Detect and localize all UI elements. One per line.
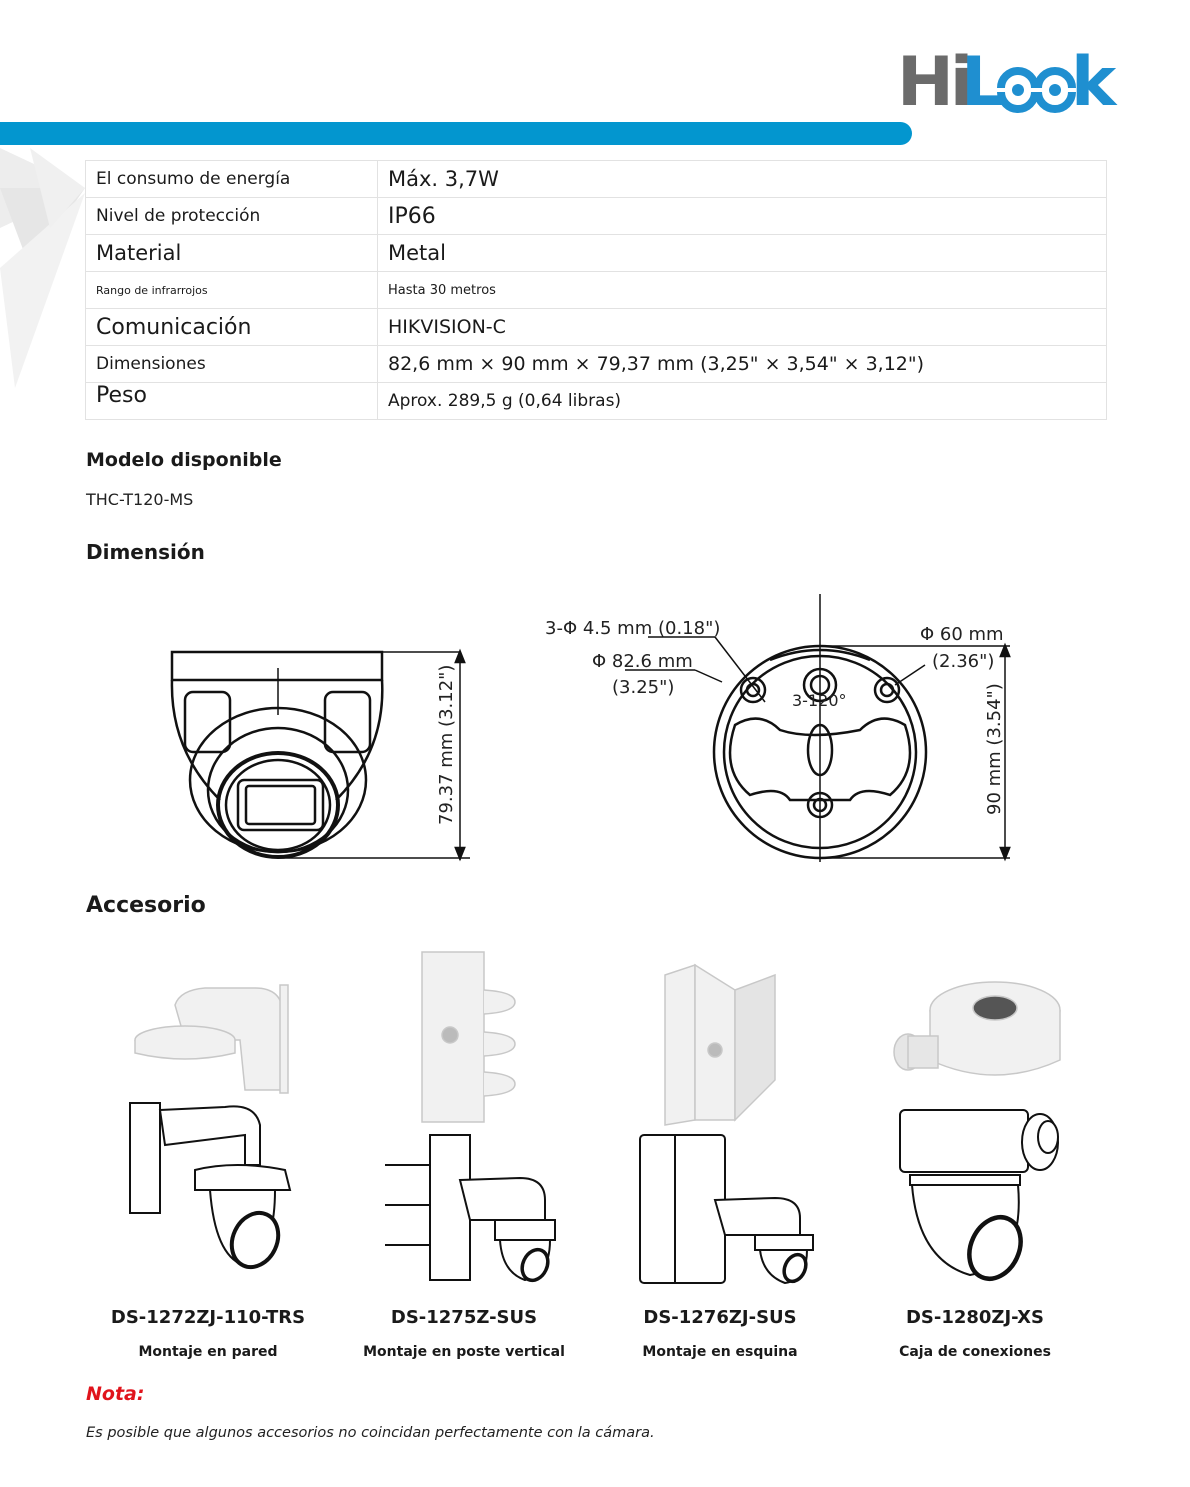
model-heading: Modelo disponible xyxy=(86,449,282,471)
accessory-image-wall-mount xyxy=(125,985,300,1275)
bottom-height-label: 90 mm (3.54") xyxy=(984,683,1005,815)
spec-label: El consumo de energía xyxy=(86,161,378,198)
accessory-description: Montaje en poste vertical xyxy=(363,1344,565,1360)
watermark-graphic xyxy=(0,148,90,388)
accessory-code: DS-1276ZJ-SUS xyxy=(643,1307,797,1328)
camera-side-view-drawing xyxy=(160,640,480,870)
spec-value: Máx. 3,7W xyxy=(378,161,1107,198)
accessories-heading: Accesorio xyxy=(86,893,206,918)
inner-diameter-inch-label: (2.36") xyxy=(932,651,995,672)
spec-row xyxy=(86,272,1107,309)
side-height-label: 79.37 mm (3.12") xyxy=(436,664,457,825)
spec-row xyxy=(86,161,1107,198)
accessory-description: Caja de conexiones xyxy=(899,1344,1051,1360)
accessory-card xyxy=(595,1307,845,1360)
spec-value: Aprox. 289,5 g (0,64 libras) xyxy=(378,383,1107,420)
spec-row xyxy=(86,383,1107,420)
logo-text-l: L xyxy=(961,43,1005,122)
spec-table xyxy=(85,160,1107,420)
spec-label: Peso xyxy=(86,383,378,420)
logo-text-k: k xyxy=(1071,43,1117,122)
accessory-description: Montaje en esquina xyxy=(642,1344,798,1360)
accessory-card xyxy=(850,1307,1100,1360)
accessory-image-corner-mount xyxy=(635,950,815,1285)
accessory-description: Montaje en pared xyxy=(138,1344,278,1360)
spec-label: Rango de infrarrojos xyxy=(86,272,378,309)
spec-value: Metal xyxy=(378,235,1107,272)
dimension-heading: Dimensión xyxy=(86,540,205,564)
accessory-image-pole-mount xyxy=(380,950,560,1285)
note-title: Nota: xyxy=(86,1383,145,1405)
hilook-logo xyxy=(897,43,1117,122)
header-accent-bar xyxy=(0,122,912,145)
outer-diameter-inch-label: (3.25") xyxy=(612,677,675,698)
spec-row xyxy=(86,309,1107,346)
spec-value: Hasta 30 metros xyxy=(378,272,1107,309)
camera-bottom-view-drawing xyxy=(530,590,1030,870)
spec-label: Nivel de protección xyxy=(86,198,378,235)
logo-text-hi: Hi xyxy=(897,43,970,122)
angle-label: 3-120° xyxy=(792,691,847,710)
note-text: Es posible que algunos accesorios no coincidan perfectamente con la cámara. xyxy=(86,1425,655,1441)
model-value: THC-T120-MS xyxy=(86,490,194,509)
logo-eye-icon xyxy=(1001,71,1035,109)
accessory-card xyxy=(83,1307,333,1360)
accessory-card xyxy=(339,1307,589,1360)
accessory-code: DS-1280ZJ-XS xyxy=(905,1307,1045,1328)
inner-diameter-label: Φ 60 mm xyxy=(920,624,1004,645)
spec-value: 82,6 mm × 90 mm × 79,37 mm (3,25" × 3,54" × 3,12") xyxy=(378,346,1107,383)
spec-row xyxy=(86,198,1107,235)
accessory-code: DS-1272ZJ-110-TRS xyxy=(110,1307,306,1328)
accessory-image-junction-box xyxy=(890,970,1090,1285)
logo-eye-icon xyxy=(1038,71,1072,109)
spec-label: Dimensiones xyxy=(86,346,378,383)
spec-value: IP66 xyxy=(378,198,1107,235)
spec-label: Comunicación xyxy=(86,309,378,346)
hole-diameter-label: 3-Φ 4.5 mm (0.18") xyxy=(545,618,721,639)
spec-row xyxy=(86,235,1107,272)
spec-value: HIKVISION-C xyxy=(378,309,1107,346)
spec-label: Material xyxy=(86,235,378,272)
accessory-code: DS-1275Z-SUS xyxy=(390,1307,538,1328)
outer-diameter-label: Φ 82.6 mm xyxy=(592,651,693,672)
spec-row xyxy=(86,346,1107,383)
